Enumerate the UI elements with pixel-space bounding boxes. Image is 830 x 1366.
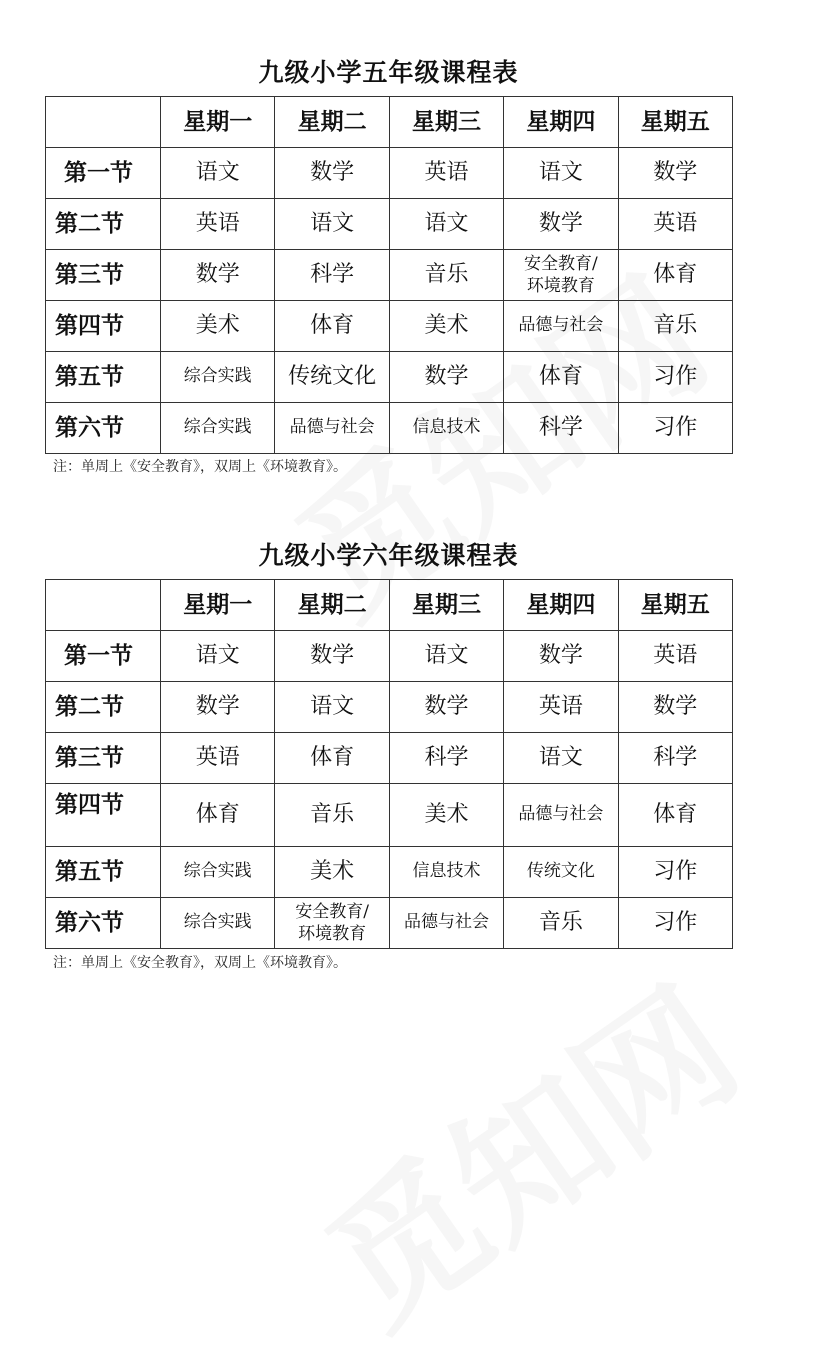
grade6-timetable [45,579,733,949]
table-row [46,733,733,784]
header-row [46,97,733,148]
class-cell: 综合实践 [161,403,275,454]
day-header: 星期二 [275,97,389,148]
class-cell: 语文 [504,148,618,199]
class-cell: 体育 [275,733,389,784]
page-title: 九级小学六年级课程表 [258,541,519,570]
day-header: 星期四 [504,580,618,631]
class-cell: 安全教育/ 环境教育 [504,250,618,301]
class-cell: 数学 [618,682,732,733]
period-label: 第五节 [46,352,161,403]
class-cell: 体育 [618,784,732,847]
period-label: 第六节 [46,898,161,949]
day-header: 星期三 [389,97,503,148]
class-cell: 数学 [504,631,618,682]
class-cell: 科学 [389,733,503,784]
class-cell: 信息技术 [389,403,503,454]
table-row [46,301,733,352]
class-cell: 科学 [275,250,389,301]
class-cell: 美术 [389,301,503,352]
grade5-timetable [45,96,733,454]
class-cell: 音乐 [389,250,503,301]
class-cell: 习作 [618,403,732,454]
table-row [46,682,733,733]
class-cell: 语文 [275,682,389,733]
class-cell: 数学 [275,631,389,682]
class-cell: 品德与社会 [389,898,503,949]
day-header: 星期三 [389,580,503,631]
table-row [46,148,733,199]
class-cell: 美术 [275,847,389,898]
class-cell: 语文 [275,199,389,250]
period-label: 第三节 [46,250,161,301]
day-header: 星期一 [161,580,275,631]
footnote: 注：单周上《安全教育》，双周上《环境教育》。 [53,955,347,971]
table-row [46,352,733,403]
day-header: 星期一 [161,97,275,148]
class-cell: 习作 [618,898,732,949]
class-cell: 英语 [618,199,732,250]
table-row [46,250,733,301]
class-cell: 数学 [275,148,389,199]
class-cell: 科学 [504,403,618,454]
table-row [46,403,733,454]
class-cell: 数学 [389,682,503,733]
table-row [46,784,733,847]
class-cell: 科学 [618,733,732,784]
period-label: 第五节 [46,847,161,898]
class-cell: 音乐 [275,784,389,847]
class-cell: 语文 [389,199,503,250]
period-label: 第一节 [46,148,161,199]
class-cell: 数学 [618,148,732,199]
table-row [46,898,733,949]
class-cell: 音乐 [618,301,732,352]
class-cell: 语文 [161,148,275,199]
day-header: 星期四 [504,97,618,148]
period-label: 第一节 [46,631,161,682]
class-cell: 数学 [161,682,275,733]
period-label: 第二节 [46,199,161,250]
page-title: 九级小学五年级课程表 [258,58,519,87]
class-cell: 习作 [618,847,732,898]
day-header: 星期五 [618,97,732,148]
period-label: 第四节 [46,784,161,847]
class-cell: 数学 [161,250,275,301]
period-label: 第三节 [46,733,161,784]
footnote: 注：单周上《安全教育》，双周上《环境教育》。 [53,459,347,475]
class-cell: 体育 [161,784,275,847]
class-cell: 信息技术 [389,847,503,898]
class-cell: 语文 [389,631,503,682]
class-cell: 美术 [161,301,275,352]
class-cell: 综合实践 [161,898,275,949]
table-row [46,847,733,898]
class-cell: 数学 [389,352,503,403]
period-label: 第二节 [46,682,161,733]
day-header: 星期二 [275,580,389,631]
class-cell: 品德与社会 [275,403,389,454]
class-cell: 语文 [161,631,275,682]
class-cell: 美术 [389,784,503,847]
class-cell: 安全教育/ 环境教育 [275,898,389,949]
class-cell: 英语 [161,199,275,250]
class-cell: 英语 [618,631,732,682]
period-label: 第四节 [46,301,161,352]
class-cell: 习作 [618,352,732,403]
corner-cell [46,580,161,631]
class-cell: 英语 [161,733,275,784]
table-row [46,631,733,682]
class-cell: 综合实践 [161,352,275,403]
day-header: 星期五 [618,580,732,631]
class-cell: 体育 [618,250,732,301]
corner-cell [46,97,161,148]
class-cell: 品德与社会 [504,301,618,352]
class-cell: 体育 [275,301,389,352]
class-cell: 品德与社会 [504,784,618,847]
class-cell: 体育 [504,352,618,403]
watermark-logo [279,930,772,1365]
period-label: 第六节 [46,403,161,454]
header-row [46,580,733,631]
class-cell: 音乐 [504,898,618,949]
class-cell: 英语 [389,148,503,199]
class-cell: 英语 [504,682,618,733]
class-cell: 数学 [504,199,618,250]
class-cell: 传统文化 [504,847,618,898]
class-cell: 语文 [504,733,618,784]
class-cell: 综合实践 [161,847,275,898]
class-cell: 传统文化 [275,352,389,403]
table-row [46,199,733,250]
